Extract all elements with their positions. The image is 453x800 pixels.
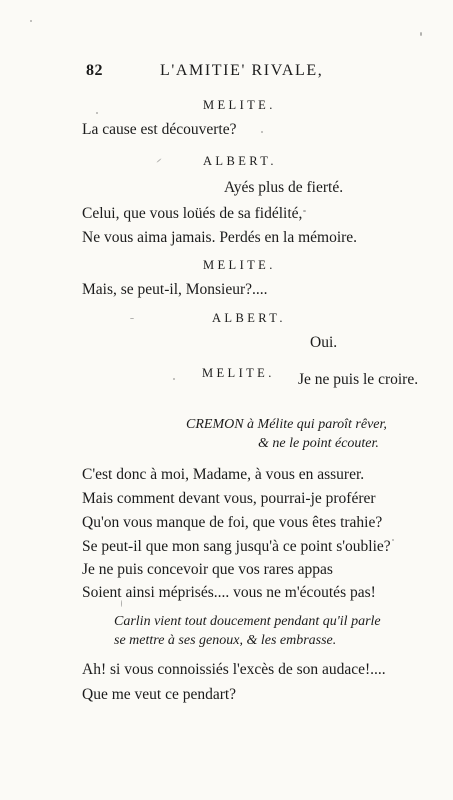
verse-line: Qu'on vous manque de foi, que vous êtes trahie? bbox=[82, 514, 383, 531]
speaker-albert: ALBERT. bbox=[212, 311, 286, 325]
verse-line: C'est donc à moi, Madame, à vous en assurer. bbox=[82, 466, 365, 483]
verse-line: Celui, que vous loüés de sa fidélité, bbox=[82, 205, 303, 222]
scan-speck bbox=[173, 378, 175, 380]
stage-direction: se mettre à ses genoux, & les embrasse. bbox=[114, 633, 337, 648]
verse-line: Ah! si vous connoissiés l'excès de son audace!.... bbox=[82, 661, 386, 678]
scan-speck bbox=[303, 210, 306, 212]
scan-speck bbox=[420, 32, 422, 36]
verse-line: La cause est découverte? bbox=[82, 121, 237, 138]
stage-direction: Carlin vient tout doucement pendant qu'il parle bbox=[114, 614, 381, 629]
stage-direction: & ne le point écouter. bbox=[258, 436, 379, 451]
verse-line: Se peut-il que mon sang jusqu'à ce point s'oublie? bbox=[82, 538, 391, 555]
verse-line: Oui. bbox=[310, 334, 338, 351]
scan-speck bbox=[261, 131, 263, 133]
verse-line: Je ne puis concevoir que vos rares appas bbox=[82, 561, 333, 578]
verse-line: Mais, se peut-il, Monsieur?.... bbox=[82, 281, 268, 298]
verse-line: Ne vous aima jamais. Perdés en la mémoire. bbox=[82, 229, 358, 246]
scan-speck bbox=[121, 600, 122, 607]
speaker-melite: MELITE. bbox=[203, 98, 276, 112]
verse-line: Que me veut ce pendart? bbox=[82, 686, 237, 703]
page-number: 82 bbox=[86, 62, 103, 79]
speaker-melite: MELITE. bbox=[203, 258, 276, 272]
scan-speck bbox=[130, 318, 134, 319]
scan-speck bbox=[392, 539, 394, 541]
stage-direction: CREMON à Mélite qui paroît rêver, bbox=[186, 417, 387, 432]
verse-line: Mais comment devant vous, pourrai-je proférer bbox=[82, 490, 376, 507]
verse-line: Soient ainsi méprisés.... vous ne m'écoutés pas! bbox=[82, 584, 376, 601]
scan-speck bbox=[30, 20, 32, 22]
scan-speck bbox=[96, 112, 98, 114]
speaker-albert: ALBERT. bbox=[203, 154, 277, 168]
verse-line: Je ne puis le croire. bbox=[298, 371, 419, 388]
running-title: L'AMITIE' RIVALE, bbox=[160, 62, 324, 79]
speaker-melite: MELITE. bbox=[202, 366, 275, 380]
scan-speck bbox=[156, 158, 161, 163]
verse-line: Ayés plus de fierté. bbox=[224, 179, 344, 196]
